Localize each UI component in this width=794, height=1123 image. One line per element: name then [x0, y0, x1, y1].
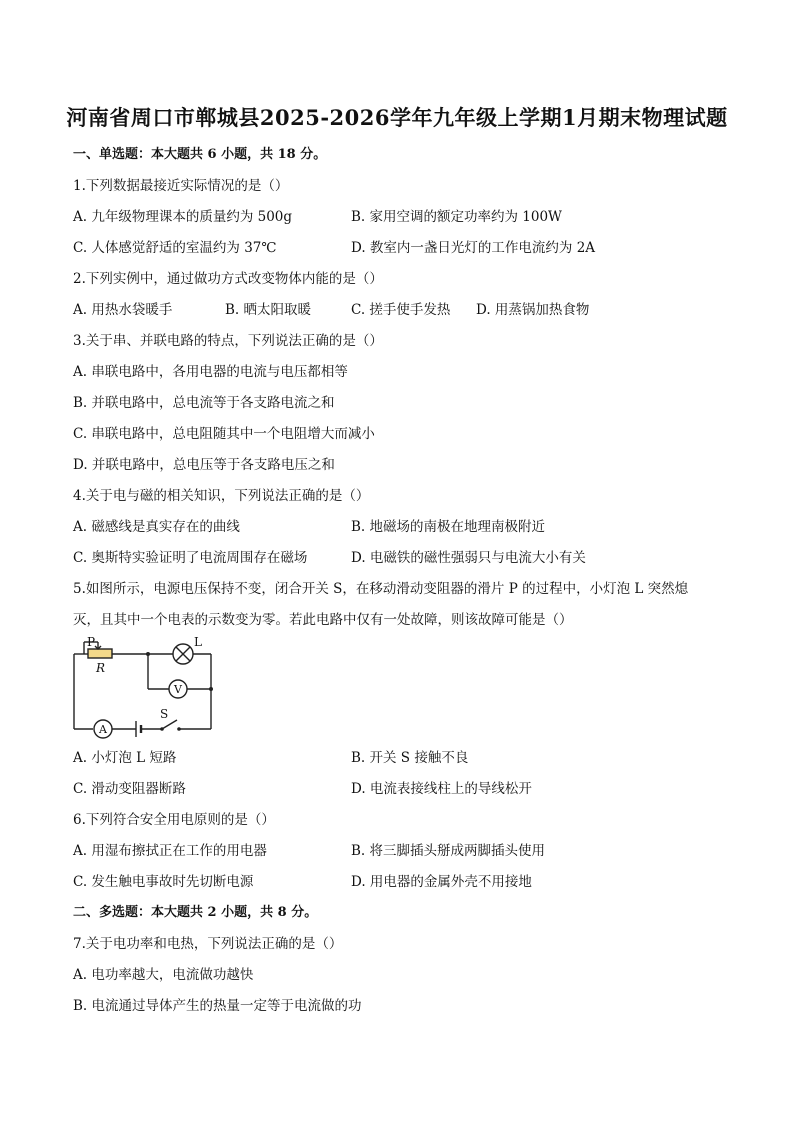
- question-4-stem: 4.关于电与磁的相关知识，下列说法正确的是（）: [73, 488, 370, 504]
- question-5-stem-line-1: 5.如图所示，电源电压保持不变，闭合开关 S，在移动滑动变阻器的滑片 P 的过程中，小灯泡 L 突然熄: [73, 581, 689, 597]
- question-1-option-c: C. 人体感觉舒适的室温约为 37℃: [73, 240, 277, 256]
- label-l: L: [194, 635, 202, 649]
- label-r: R: [96, 661, 106, 675]
- question-7-option-b: B. 电流通过导体产生的热量一定等于电流做的功: [73, 998, 362, 1014]
- question-5-option-c: C. 滑动变阻器断路: [73, 781, 186, 797]
- label-a: A: [99, 723, 107, 736]
- switch-contact: [177, 727, 181, 731]
- section-heading-single-choice: 一、单选题：本大题共 6 小题，共 18 分。: [73, 147, 327, 162]
- junction-top: [146, 652, 150, 656]
- question-2-option-c: C. 搓手使手发热: [351, 302, 451, 318]
- question-6-option-a: A. 用湿布擦拭正在工作的用电器: [73, 843, 267, 859]
- question-3-option-c: C. 串联电路中，总电阻随其中一个电阻增大而减小: [73, 426, 375, 442]
- question-4-option-b: B. 地磁场的南极在地理南极附近: [351, 519, 546, 535]
- question-6-option-b: B. 将三脚插头掰成两脚插头使用: [351, 843, 546, 859]
- switch-pivot: [160, 727, 164, 731]
- junction-right: [209, 687, 213, 691]
- circuit-diagram: [70, 636, 220, 736]
- page-title: 河南省周口市郸城县2025-2026学年九年级上学期1月期末物理试题: [66, 105, 728, 130]
- label-p: P: [87, 635, 96, 649]
- question-5-stem-line-2: 灭，且其中一个电表的示数变为零。若此电路中仅有一处故障，则该故障可能是（）: [73, 612, 573, 628]
- question-1-stem: 1.下列数据最接近实际情况的是（）: [73, 178, 289, 194]
- question-6-option-d: D. 用电器的金属外壳不用接地: [351, 874, 532, 890]
- question-4-option-a: A. 磁感线是真实存在的曲线: [73, 519, 240, 535]
- question-3-option-b: B. 并联电路中，总电流等于各支路电流之和: [73, 395, 335, 411]
- question-6-stem: 6.下列符合安全用电原则的是（）: [73, 812, 275, 828]
- label-s: S: [160, 707, 169, 721]
- rheostat-body: [88, 649, 112, 658]
- question-3-stem: 3.关于串、并联电路的特点，下列说法正确的是（）: [73, 333, 383, 349]
- question-5-option-b: B. 开关 S 接触不良: [351, 750, 469, 766]
- question-3-option-a: A. 串联电路中，各用电器的电流与电压都相等: [73, 364, 348, 380]
- section-heading-multiple-choice: 二、多选题：本大题共 2 小题，共 8 分。: [73, 905, 318, 920]
- question-1-option-a: A. 九年级物理课本的质量约为 500g: [73, 209, 293, 225]
- question-7-stem: 7.关于电功率和电热，下列说法正确的是（）: [73, 936, 343, 952]
- question-2-stem: 2.下列实例中，通过做功方式改变物体内能的是（）: [73, 271, 383, 287]
- question-7-option-a: A. 电功率越大，电流做功越快: [73, 967, 254, 983]
- switch-blade: [162, 720, 177, 729]
- question-1-option-d: D. 教室内一盏日光灯的工作电流约为 2A: [351, 240, 596, 256]
- question-4-option-d: D. 电磁铁的磁性强弱只与电流大小有关: [351, 550, 586, 566]
- question-6-option-c: C. 发生触电事故时先切断电源: [73, 874, 254, 890]
- question-5-option-d: D. 电流表接线柱上的导线松开: [351, 781, 532, 797]
- question-2-option-a: A. 用热水袋暖手: [73, 302, 173, 318]
- question-2-option-b: B. 晒太阳取暖: [225, 302, 312, 318]
- label-v: V: [174, 683, 182, 696]
- question-5-option-a: A. 小灯泡 L 短路: [73, 750, 177, 766]
- question-2-option-d: D. 用蒸锅加热食物: [476, 302, 590, 318]
- question-4-option-c: C. 奥斯特实验证明了电流周围存在磁场: [73, 550, 308, 566]
- question-1-option-b: B. 家用空调的额定功率约为 100W: [351, 209, 562, 225]
- question-3-option-d: D. 并联电路中，总电压等于各支路电压之和: [73, 457, 335, 473]
